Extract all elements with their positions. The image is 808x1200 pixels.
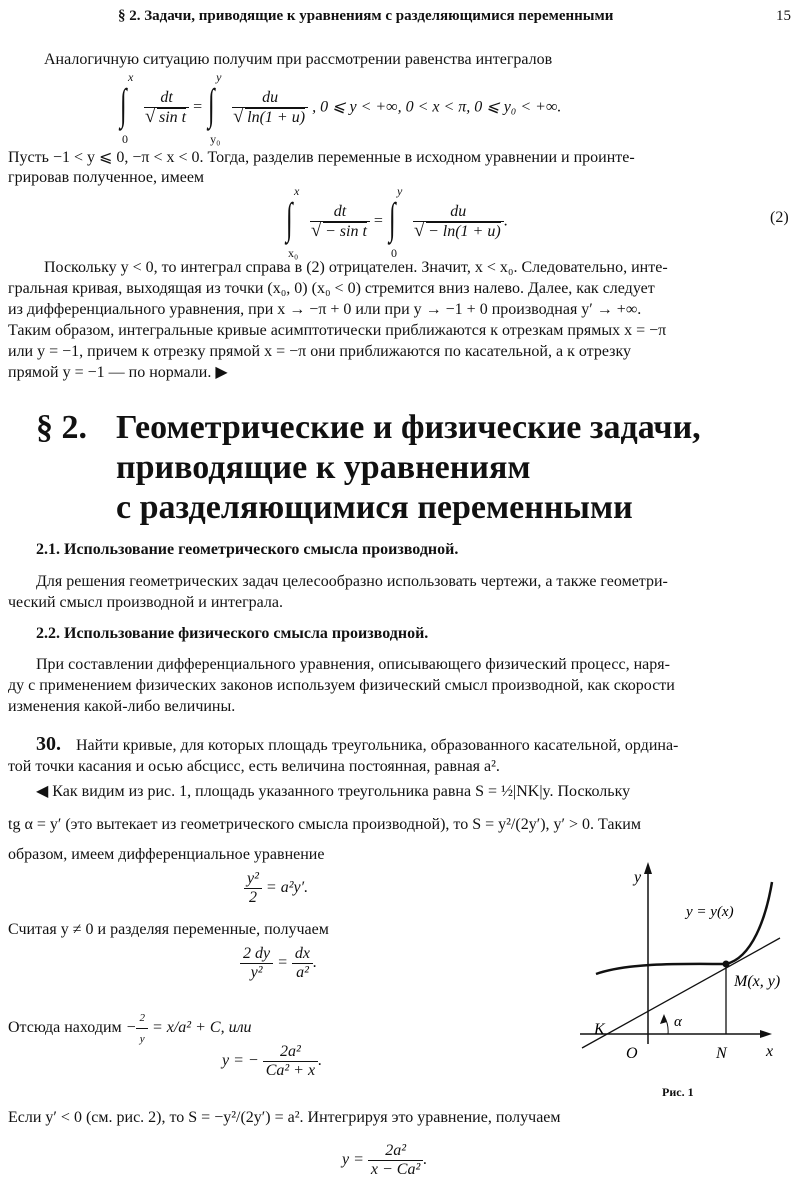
- intro-line: Аналогичную ситуацию получим при рассмотрении равенства интегралов: [44, 51, 553, 68]
- solution-line: ◀ Как видим из рис. 1, площадь указанного треугольника равна S = ½|NK|y. Поскольку: [36, 783, 631, 800]
- integral-curve: [596, 882, 772, 974]
- paragraph-line: Пусть −1 < y ⩽ 0, −π < x < 0. Тогда, разделив переменные в исходном уравнении и проинте-: [8, 149, 635, 166]
- paragraph-line: ческий смысл производной и интеграла.: [8, 594, 283, 611]
- problem-statement: Найти кривые, для которых площадь треугольника, образованного касательной, ордина-: [76, 737, 679, 754]
- point-M: [723, 961, 730, 968]
- equation-tag: (2): [770, 209, 789, 226]
- x-axis-arrow: [760, 1030, 772, 1038]
- label-y: y: [634, 869, 642, 886]
- section-number: § 2.: [36, 409, 87, 446]
- paragraph-line: или y = −1, причем к отрезку прямой x = −π они приближаются по касательной, а к отрезку: [8, 343, 631, 360]
- paragraph-line: изменения какой-либо величины.: [8, 698, 236, 715]
- fraction: du √ − ln(1 + u): [413, 203, 504, 241]
- figure-caption: Рис. 1: [662, 1085, 694, 1099]
- subsection-heading: 2.2. Использование физического смысла производной.: [36, 625, 429, 642]
- equation-b: $\frac{2 dy}{\text{y²}}$ = $\frac{dx}{\text{a²}}$ .: [240, 945, 317, 982]
- section-title: [116, 408, 701, 528]
- equation-d: y = $\frac{\text{2a²}}{\text{x − Ca²}}$ .: [342, 1142, 428, 1178]
- label-N: N: [716, 1045, 727, 1062]
- fraction: du √ ln(1 + u): [232, 89, 308, 127]
- section-title-line: с разделяющимися переменными: [116, 489, 633, 526]
- paragraph-line: грировав полученное, имеем: [8, 169, 205, 186]
- paragraph-line: Поскольку y < 0, то интеграл справа в (2) отрицателен. Значит, x < x₀. Следовательно, инте-: [44, 259, 668, 276]
- subsection-heading: 2.1. Использование геометрического смысла производной.: [36, 541, 459, 558]
- equation-1: ∫ x 0 dt √ sin t = ∫ y y₀ du √ ln(1 + u) , 0 ⩽ y < +∞, 0 < x < π, 0 ⩽ y₀ < +∞.: [118, 76, 561, 140]
- tangent-line: [582, 938, 780, 1048]
- conditions: , 0 ⩽ y < +∞, 0 < x < π, 0 ⩽ y₀ < +∞.: [312, 98, 562, 116]
- solution-line: Отсюда находим − $\frac{2}{y}$ = x/a² + C, или: [8, 1008, 252, 1049]
- label-O: O: [626, 1045, 638, 1062]
- label-x: x: [766, 1043, 774, 1060]
- problem-statement: той точки касания и осью абсцисс, есть величина постоянная, равная a².: [8, 758, 500, 775]
- paragraph-line: прямой y = −1 — по нормали. ▶: [8, 364, 228, 381]
- label-M: M(x, y): [734, 973, 781, 990]
- label-alpha: α: [674, 1014, 682, 1030]
- paragraph-line: При составлении дифференциального уравнения, описывающего физический процесс, наря-: [36, 656, 670, 673]
- equation-2: ∫ x x₀ dt √ − sin t = ∫ y 0 du √ − ln(1 + u) .: [284, 190, 508, 254]
- paragraph-line: из дифференциального уравнения, при x → −π + 0 или при y → −1 + 0 производная y′ → +∞.: [8, 301, 642, 318]
- figure-1: [570, 858, 790, 1080]
- y-axis-arrow: [644, 862, 652, 874]
- problem-number: 30.: [36, 733, 61, 755]
- section-title-line: приводящие к уравнениям: [116, 449, 531, 486]
- paragraph-line: гральная кривая, выходящая из точки (x₀, 0) (x₀ < 0) стремится вниз налево. Далее, как следует: [8, 280, 655, 297]
- running-title: § 2. Задачи, приводящие к уравнениям с разделяющимися переменными: [118, 8, 614, 24]
- label-K: K: [594, 1021, 605, 1038]
- integral-sign: ∫ y 0: [388, 184, 403, 260]
- equation-a: $\frac{\text{y²}}{2}$ = a²y′.: [244, 870, 308, 907]
- integral-sign: ∫ x 0: [120, 70, 134, 146]
- paragraph-line: Для решения геометрических задач целесообразно использовать чертежи, а также геометри-: [36, 573, 668, 590]
- page-number: 15: [776, 8, 791, 24]
- integral-sign: ∫ y y₀: [208, 70, 222, 146]
- solution-line: Если y′ < 0 (см. рис. 2), то S = −y²/(2y′) = a². Интегрируя это уравнение, получаем: [8, 1109, 561, 1126]
- label-curve: y = y(x): [686, 904, 734, 920]
- paragraph-line: ду с применением физических законов используем физический смысл производной, как скорости: [8, 677, 675, 694]
- fraction: dt √ − sin t: [310, 203, 370, 241]
- paragraph-line: Таким образом, интегральные кривые асимптотически приближаются к отрезкам прямых x = −π: [8, 322, 667, 339]
- solution-line: образом, имеем дифференциальное уравнение: [8, 846, 325, 863]
- fraction: dt √ sin t: [144, 89, 189, 127]
- solution-line: tg α = y′ (это вытекает из геометрического смысла производной), то S = y²/(2y′), y′ > 0. Таким: [8, 816, 641, 833]
- solution-line: Считая y ≠ 0 и разделяя переменные, получаем: [8, 921, 329, 938]
- integral-sign: ∫ x x₀: [286, 184, 300, 260]
- section-title-line: Геометрические и физические задачи,: [116, 409, 701, 446]
- equation-c: y = − $\frac{\text{2a²}}{\text{Ca² + x}}$ .: [222, 1043, 323, 1079]
